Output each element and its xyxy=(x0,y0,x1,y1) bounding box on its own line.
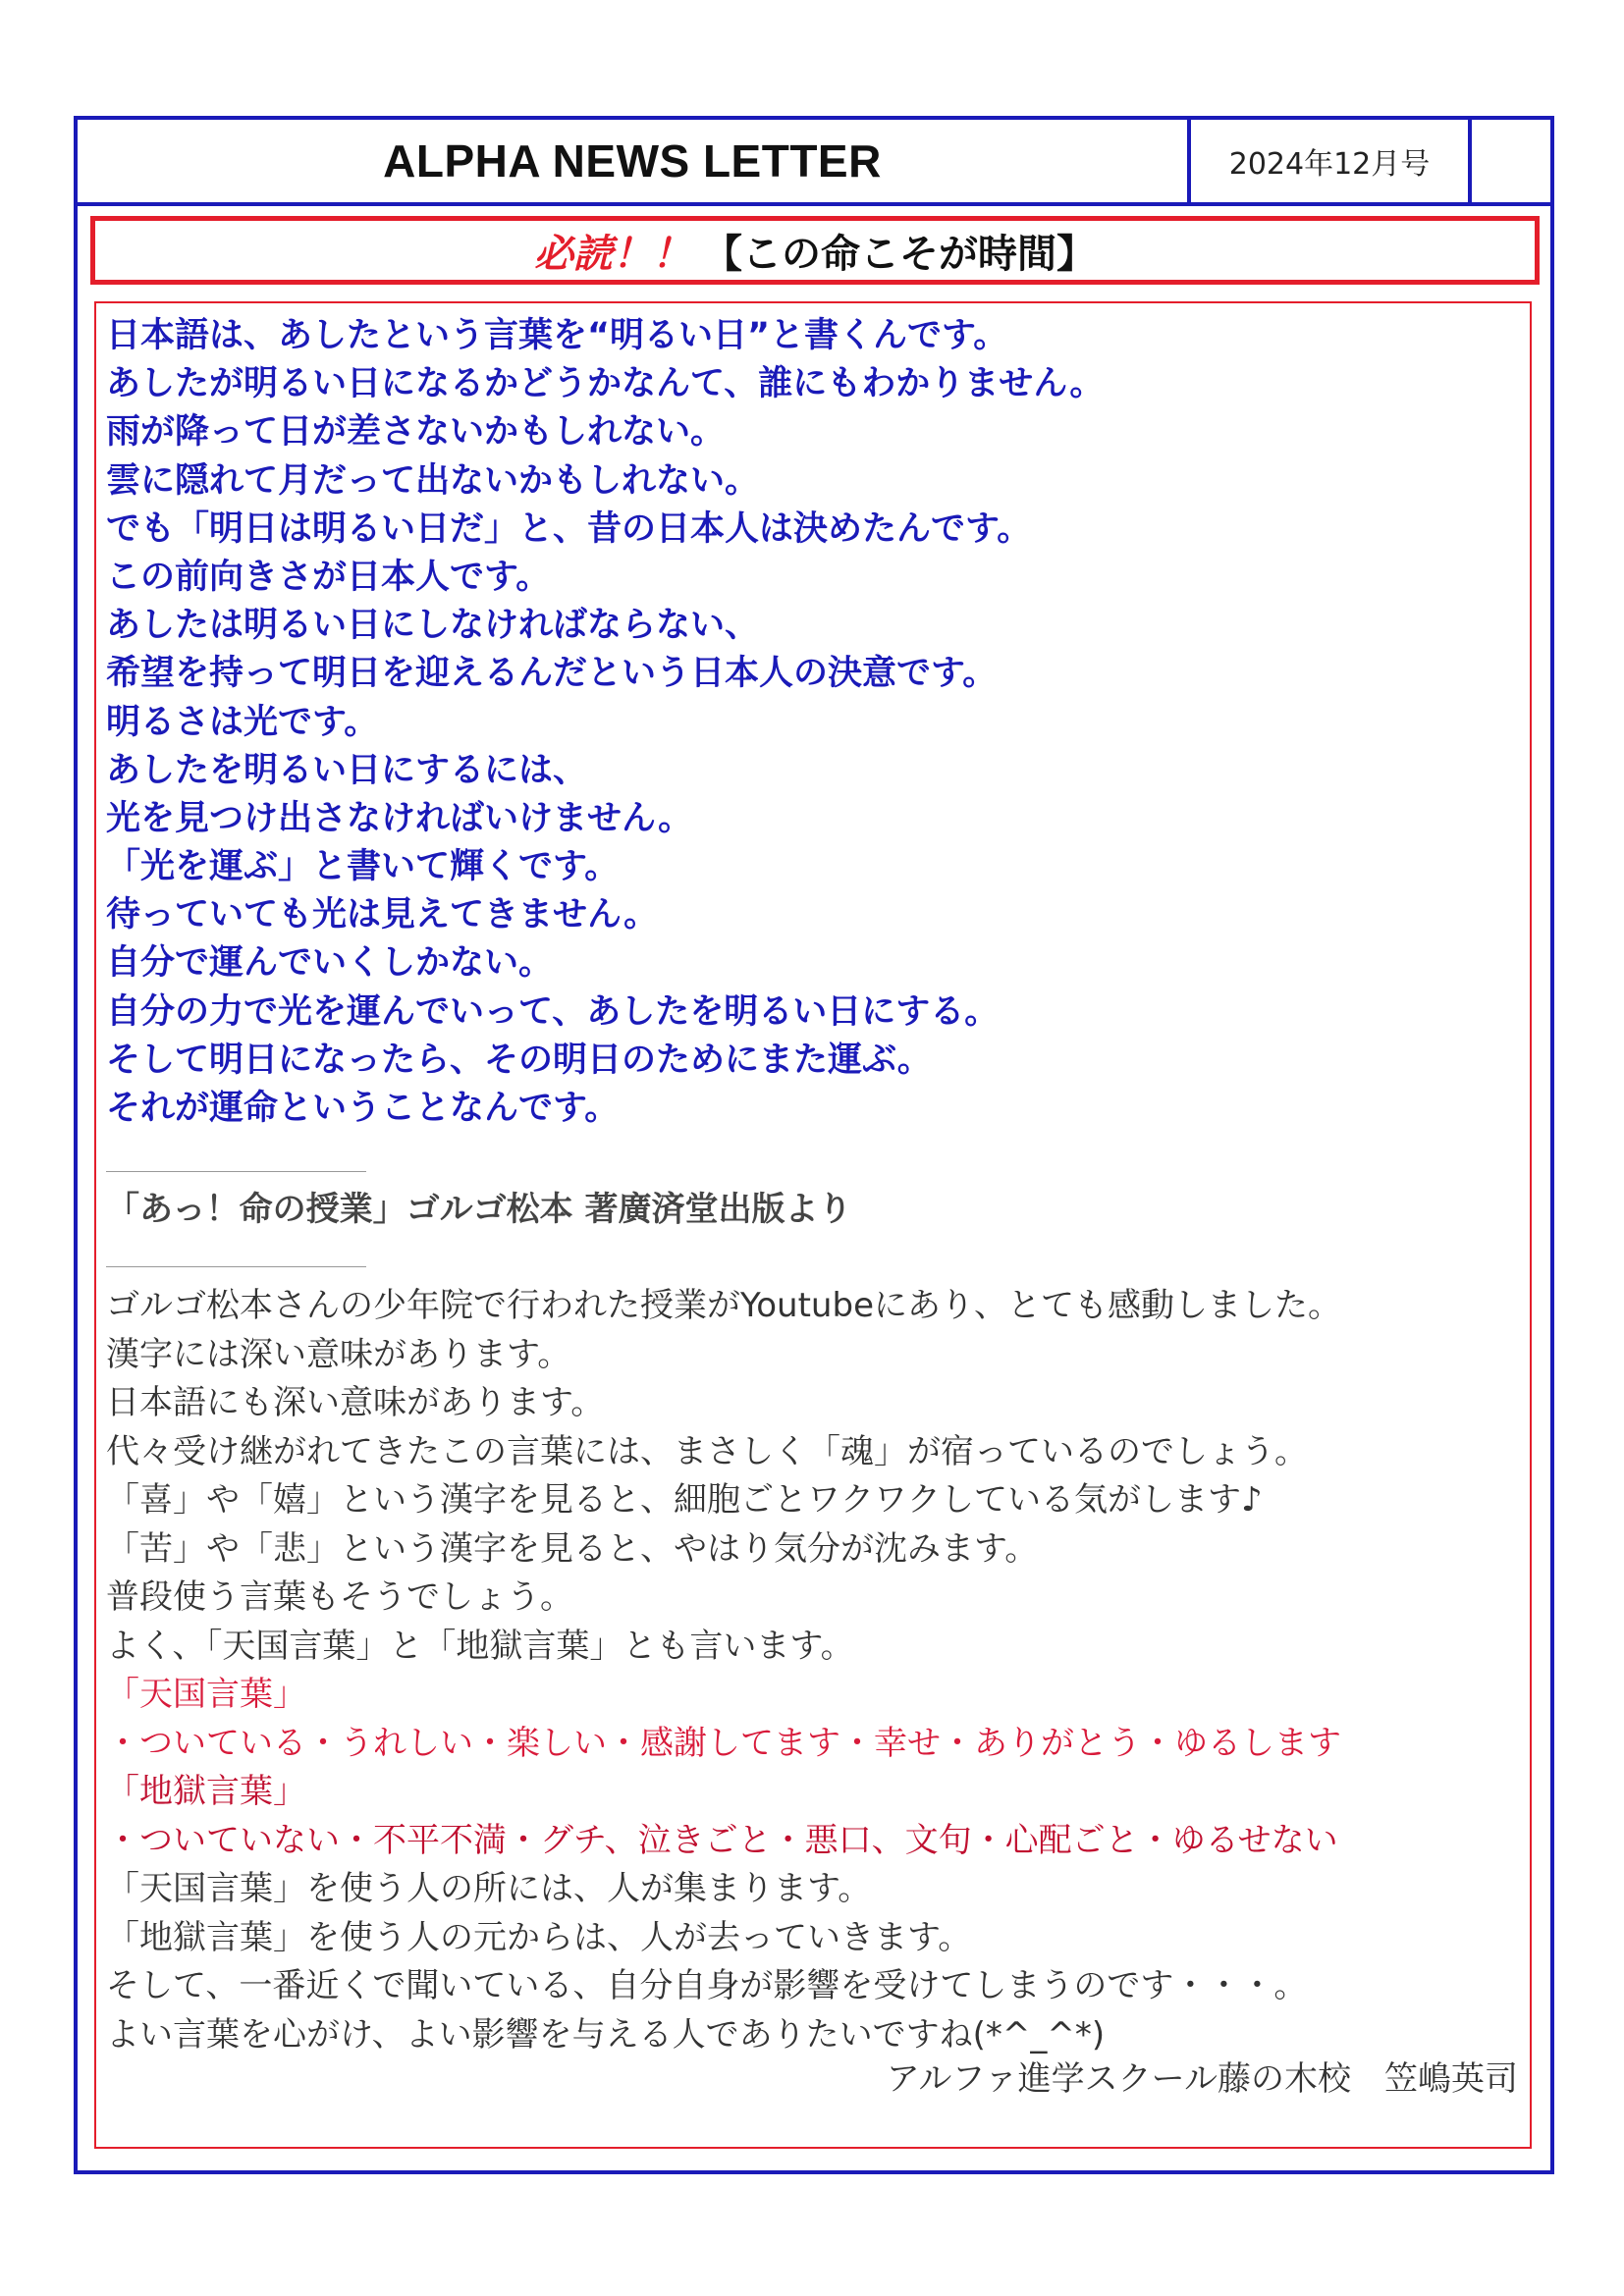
poem-line: 光を見つけ出さなければいけません。 xyxy=(106,798,693,838)
essay-line: 「天国言葉」を使う人の所には、人が集まります。 xyxy=(106,1869,872,1908)
article-title-bar xyxy=(90,216,1540,285)
issue-date: 2024年12月号 xyxy=(1187,120,1472,202)
essay-body xyxy=(106,1282,1520,2059)
article-title: 【この命こそが時間】 xyxy=(703,231,1096,277)
essay-line: 代々受け継がれてきたこの言葉には、まさしく「魂」が宿っているのでしょう。 xyxy=(106,1431,1308,1471)
essay-line: ・ついている・うれしい・楽しい・感謝してます・幸せ・ありがとう・ゆるします xyxy=(106,1723,1341,1763)
newsletter-title: ALPHA NEWS LETTER xyxy=(383,135,882,187)
poem-line: それが運命ということなんです。 xyxy=(106,1089,620,1128)
essay-line: 「地獄言葉」 xyxy=(106,1772,306,1811)
poem-line: 希望を持って明日を迎えるんだという日本人の決意です。 xyxy=(106,654,998,694)
essay-line: 「天国言葉」 xyxy=(106,1675,306,1714)
essay-line: 漢字には深い意味があります。 xyxy=(106,1334,571,1374)
signature: アルファ進学スクール藤の木校 笠嶋英司 xyxy=(886,2059,1518,2099)
essay-line: ゴルゴ松本さんの少年院で行われた授業がYoutubeにあり、とても感動しました。 xyxy=(106,1286,1341,1325)
essay-line: よい言葉を心がけ、よい影響を与える人でありたいですね(*^_^*) xyxy=(106,2014,1106,2055)
essay-line: 普段使う言葉もそうでしょう。 xyxy=(106,1577,573,1617)
essay-line: ・ついていない・不平不満・グチ、泣きごと・悪口、文句・心配ごと・ゆるせない xyxy=(106,1820,1338,1860)
poem-line: 「光を運ぶ」と書いて輝くです。 xyxy=(106,847,620,887)
poem-line: 自分で運んでいくしかない。 xyxy=(106,943,554,984)
poem-line: でも「明日は明るい日だ」と、昔の日本人は決めたんです。 xyxy=(106,508,1032,549)
poem-line: 明るさは光です。 xyxy=(106,702,379,742)
must-read-label: 必読！！ xyxy=(534,231,691,277)
poem-line: あしたを明るい日にするには、 xyxy=(106,750,588,790)
header-blank-cell xyxy=(1472,120,1550,202)
poem-line: あしたが明るい日になるかどうかなんて、誰にもわかりません。 xyxy=(106,364,1105,404)
poem-line: 日本語は、あしたという言葉を“明るい日”と書くんです。 xyxy=(106,316,1008,355)
divider-top xyxy=(106,1171,366,1172)
poem-line: そして明日になったら、その明日のためにまた運ぶ。 xyxy=(106,1040,932,1080)
poem-line: 自分の力で光を運んでいって、あしたを明るい日にする。 xyxy=(106,991,1000,1032)
source-citation: 「あっ！命の授業」ゴルゴ松本 著廣済堂出版より xyxy=(106,1190,852,1229)
poem-line: 雲に隠れて月だって出ないかもしれない。 xyxy=(106,460,760,501)
divider-bottom xyxy=(106,1266,366,1267)
essay-line: よく、「天国言葉」と「地獄言葉」とも言います。 xyxy=(106,1626,854,1666)
header xyxy=(78,120,1550,206)
essay-line: 「地獄言葉」を使う人の元からは、人が去っていきます。 xyxy=(106,1917,972,1957)
poem-line: この前向きさが日本人です。 xyxy=(106,557,551,597)
essay-line: そして、一番近くで聞いている、自分自身が影響を受けてしまうのです・・・。 xyxy=(106,1966,1308,2005)
quote-poem xyxy=(106,312,1510,1133)
poem-line: あしたは明るい日にしなければならない、 xyxy=(106,606,760,646)
essay-line: 「苦」や「悲」という漢字を見ると、やはり気分が沈みます。 xyxy=(106,1528,1039,1569)
essay-line: 「喜」や「嬉」という漢字を見ると、細胞ごとワクワクしている気がします♪ xyxy=(106,1480,1263,1520)
essay-line: 日本語にも深い意味があります。 xyxy=(106,1383,605,1422)
poem-line: 雨が降って日が差さないかもしれない。 xyxy=(106,412,726,453)
poem-line: 待っていても光は見えてきません。 xyxy=(106,895,659,935)
